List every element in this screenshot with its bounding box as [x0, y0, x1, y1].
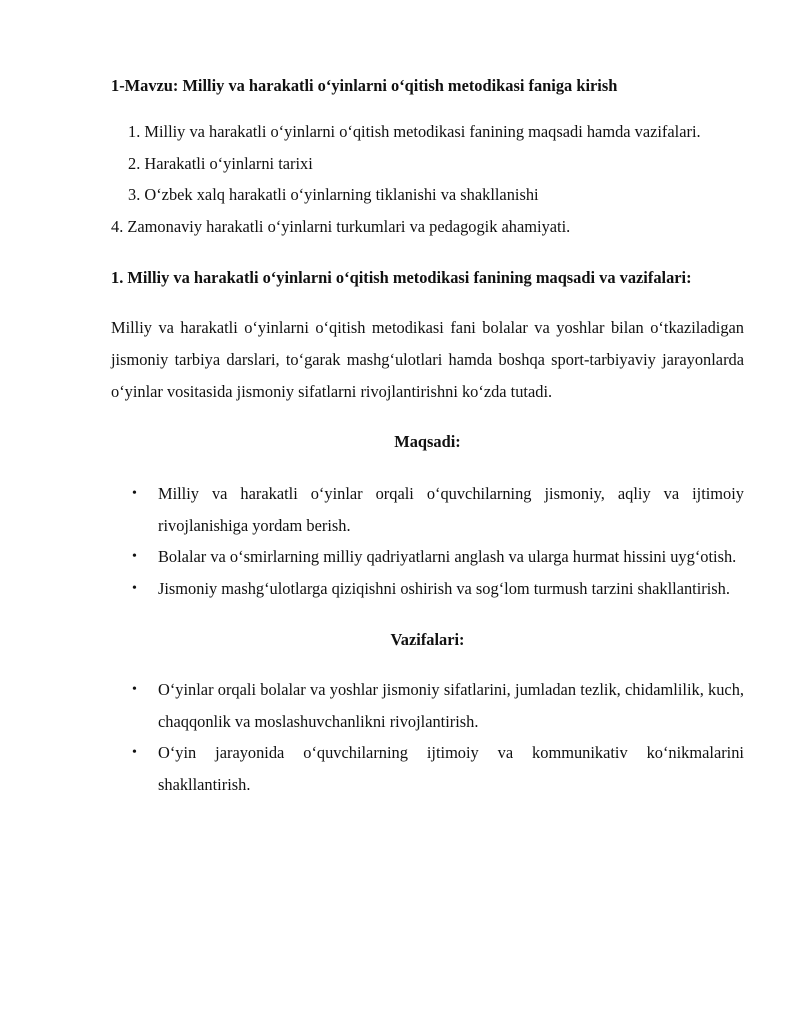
list-item-text: O‘yin jarayonida o‘quvchilarning ijtimoiy va kommunikativ ko‘nikmalarini shakllantirish. — [158, 743, 744, 794]
maqsadi-heading: Maqsadi: — [394, 432, 461, 451]
intro-paragraph: Milliy va harakatli o‘yinlarni o‘qitish metodikasi fani bolalar va yoshlar bilan o‘tkaziladigan jismoniy tarbiya darslari, to‘garak mashg‘ulotlari hamda boshqa sport-tarbiyaviy jarayonlarda o‘yinlar vositasida jismoniy sifatlarni rivojlantirishni ko‘zda tutadi. — [111, 318, 744, 401]
maqsadi-list — [111, 478, 744, 604]
bullet-icon: • — [132, 682, 137, 697]
plan-item-4: 4. Zamonaviy harakatli o‘yinlarni turkumlari va pedagogik ahamiyati. — [111, 216, 571, 236]
bullet-icon: • — [132, 745, 137, 760]
plan-item-3: 3. O‘zbek xalq harakatli o‘yinlarning tiklanishi va shakllanishi — [128, 185, 539, 204]
list-item — [111, 674, 744, 737]
list-item — [111, 541, 744, 573]
list-item — [111, 573, 744, 605]
vazifalari-heading: Vazifalari: — [390, 630, 465, 649]
list-item — [111, 737, 744, 800]
plan-item-2: 2. Harakatli o‘yinlarni tarixi — [128, 153, 313, 173]
vazifalari-list — [111, 674, 744, 800]
bullet-icon: • — [132, 486, 137, 501]
list-item — [111, 478, 744, 541]
list-item-text: Jismoniy mashg‘ulotlarga qiziqishni oshirish va sog‘lom turmush tarzini shakllantirish. — [158, 578, 730, 598]
bullet-icon: • — [132, 580, 137, 596]
document-title: 1-Mavzu: Milliy va harakatli o‘yinlarni o‘qitish metodikasi faniga kirish — [111, 76, 618, 95]
list-item-text: Milliy va harakatli o‘yinlar orqali o‘quvchilarning jismoniy, aqliy va ijtimoiy rivojlanishiga yordam berish. — [158, 484, 744, 535]
plan-item-1: 1. Milliy va harakatli o‘yinlarni o‘qitish metodikasi fanining maqsadi hamda vazifalari. — [128, 122, 701, 141]
list-item-text: Bolalar va o‘smirlarning milliy qadriyatlarni anglash va ularga hurmat hissini uyg‘otish. — [158, 547, 737, 566]
document-page — [111, 70, 744, 800]
section-heading: 1. Milliy va harakatli o‘yinlarni o‘qitish metodikasi fanining maqsadi va vazifalari: — [111, 268, 692, 287]
bullet-icon: • — [132, 549, 137, 564]
topic-plan — [111, 116, 744, 242]
list-item-text: O‘yinlar orqali bolalar va yoshlar jismoniy sifatlarini, jumladan tezlik, chidamlilik, kuch, chaqqonlik va moslashuvchanlikni rivojlantirish. — [158, 680, 744, 731]
